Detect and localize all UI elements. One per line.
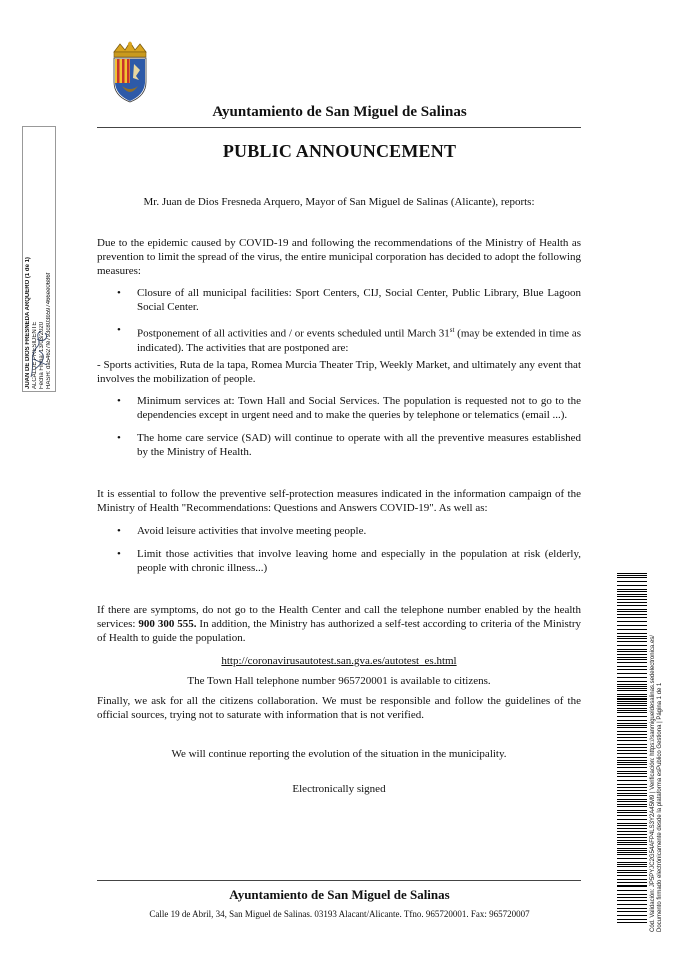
barcode-stripe	[617, 585, 647, 586]
barcode-stripe	[617, 790, 647, 791]
measures-intro-paragraph: Due to the epidemic caused by COVID-19 and following the recommendations of the Ministry of Health as prevention to limit the spread of the virus, the entire municipal corporation has decided to adopt the following measures:	[97, 237, 581, 277]
signature-date: Fecha Firma: 13/03/2020	[39, 321, 45, 389]
barcode-icon	[617, 573, 647, 923]
signer-role: ALCALDE PRESIDENTE	[32, 321, 38, 389]
barcode-stripe	[617, 767, 647, 768]
barcode-stripe	[617, 875, 647, 876]
barcode-stripe	[617, 848, 647, 849]
barcode-stripe	[617, 799, 647, 800]
barcode-stripe	[617, 890, 647, 891]
barcode-stripe	[617, 708, 647, 709]
barcode-stripe	[617, 731, 647, 732]
barcode-stripe	[617, 823, 647, 824]
barcode-stripe	[617, 698, 647, 700]
barcode-stripe	[617, 806, 647, 807]
barcode-stripe	[617, 760, 647, 761]
bullet-icon: •	[117, 394, 121, 407]
symptoms-paragraph: If there are symptoms, do not go to the Health Center and call the telephone number enabled by the health services: 900 300 555. In addition, the Ministry has authorized a self-test according to criteria of the Ministry of Health to guide the population.	[97, 603, 581, 644]
townhall-phone-line: The Town Hall telephone number 965720001 is available to citizens.	[187, 674, 491, 687]
verification-text	[650, 572, 664, 932]
bullet-icon: •	[117, 324, 121, 336]
barcode-stripe	[617, 744, 647, 745]
barcode-stripe	[617, 922, 647, 923]
barcode-stripe	[617, 712, 647, 713]
barcode-stripe	[617, 673, 647, 674]
barcode-stripe	[617, 716, 647, 717]
barcode-stripe	[617, 919, 647, 920]
barcode-stripe	[617, 573, 647, 574]
barcode-stripe	[617, 641, 647, 642]
barcode-stripe	[617, 677, 647, 678]
barcode-stripe	[617, 753, 647, 754]
barcode-stripe	[617, 911, 647, 912]
barcode-stripe	[617, 657, 647, 658]
signature-stamp	[22, 126, 56, 392]
organization-header-title: Ayuntamiento de San Miguel de Salinas	[212, 104, 467, 120]
barcode-stripe	[617, 611, 647, 612]
barcode-stripe	[617, 747, 647, 748]
barcode-stripe	[617, 872, 647, 873]
electronic-signature-note: Electronically signed	[292, 782, 386, 795]
barcode-stripe	[617, 870, 647, 871]
barcode-stripe	[617, 609, 647, 610]
barcode-stripe	[617, 694, 647, 695]
barcode-stripe	[617, 780, 647, 781]
barcode-stripe	[617, 771, 647, 772]
barcode-stripe	[617, 696, 647, 697]
barcode-stripe	[617, 740, 647, 741]
barcode-stripe	[617, 701, 647, 702]
document-body	[97, 195, 581, 796]
barcode-stripe	[617, 750, 647, 751]
health-phone-number: 900 300 555.	[138, 617, 197, 630]
footer-divider	[97, 880, 581, 881]
barcode-stripe	[617, 591, 647, 592]
bullet-icon: •	[117, 431, 121, 444]
barcode-stripe	[617, 684, 647, 685]
barcode-stripe	[617, 649, 647, 650]
barcode-stripe	[617, 804, 647, 805]
barcode-stripe	[617, 589, 647, 590]
barcode-stripe	[617, 801, 647, 802]
coat-of-arms-logo	[108, 40, 152, 104]
barcode-stripe	[617, 862, 647, 863]
bullet-icon: •	[117, 287, 121, 299]
barcode-stripe	[617, 725, 647, 726]
document-title: PUBLIC ANNOUNCEMENT	[222, 141, 457, 161]
barcode-stripe	[617, 784, 647, 785]
barcode-stripe	[617, 908, 647, 909]
self-protection-paragraph: It is essential to follow the preventive self-protection measures indicated in the information campaign of the Ministry of Health "Recommendations: Questions and Answers COVID-19". As well as:	[97, 487, 581, 514]
list-item: • Minimum services at: Town Hall and Social Services. The population is requested not to go to the dependencies except in urgent need and to make the queries by telephone or telematics (email ...).	[117, 394, 581, 421]
barcode-stripe	[617, 879, 647, 880]
barcode-stripe	[617, 864, 647, 865]
barcode-stripe	[617, 894, 647, 895]
barcode-stripe	[617, 812, 647, 813]
barcode-stripe	[617, 599, 647, 600]
barcode-stripe	[617, 596, 647, 597]
barcode-stripe	[617, 666, 647, 667]
intro-paragraph: Mr. Juan de Dios Fresneda Arquero, Mayor of San Miguel de Salinas (Alicante), reports:	[143, 196, 535, 208]
barcode-stripe	[617, 737, 647, 738]
barcode-stripe	[617, 757, 647, 758]
list-item: • Limit those activities that involve leaving home and especially in the population at risk (elderly, people with chronic illness...)	[117, 547, 581, 574]
recommendations-list	[97, 524, 581, 575]
barcode-stripe	[617, 882, 647, 883]
barcode-stripe	[617, 840, 647, 841]
barcode-stripe	[617, 819, 647, 820]
bullet-icon: •	[117, 524, 121, 537]
postponed-activities-paragraph: - Sports activities, Ruta de la tapa, Romea Murcia Theater Trip, Weekly Market, and ultimately any event that involves the mobilization of people.	[97, 358, 581, 385]
measures-list	[97, 286, 581, 355]
barcode-stripe	[617, 710, 647, 711]
verification-code-line: Cód. Validación: JP5PYJC2G54AFP4LS3Y2A45M9 | Verificación: https://sanmigueldesalinas.sedelectronica.es/	[650, 635, 656, 932]
barcode-stripe	[617, 787, 647, 788]
barcode-stripe	[617, 866, 647, 867]
barcode-stripe	[617, 844, 647, 845]
barcode-stripe	[617, 831, 647, 832]
handwritten-signature-icon	[25, 325, 53, 383]
barcode-stripe	[617, 885, 647, 887]
barcode-stripe	[617, 854, 647, 855]
barcode-stripe	[617, 638, 647, 639]
header-divider	[97, 127, 581, 128]
footer-address: Calle 19 de Abril, 34, San Miguel de Salinas. 03193 Alacant/Alicante. Tfno. 965720001. Fax: 965720007	[149, 909, 530, 919]
autotest-link[interactable]: http://coronavirusautotest.san.gva.es/autotest_es.html	[221, 654, 457, 667]
barcode-stripe	[617, 764, 647, 765]
barcode-stripe	[617, 617, 647, 618]
barcode-stripe	[617, 575, 647, 576]
barcode-stripe	[617, 837, 647, 838]
barcode-stripe	[617, 842, 647, 843]
barcode-stripe	[617, 900, 647, 901]
barcode-stripe	[617, 629, 647, 630]
barcode-stripe	[617, 852, 647, 853]
barcode-stripe	[617, 828, 647, 829]
barcode-stripe	[617, 762, 647, 763]
barcode-stripe	[617, 621, 647, 622]
barcode-stripe	[617, 915, 647, 916]
barcode-stripe	[617, 723, 647, 724]
barcode-stripe	[617, 625, 647, 626]
barcode-stripe	[617, 636, 647, 637]
reporting-paragraph: We will continue reporting the evolution of the situation in the municipality.	[171, 747, 507, 760]
barcode-stripe	[617, 810, 647, 811]
barcode-stripe	[617, 793, 647, 794]
barcode-stripe	[617, 633, 647, 634]
barcode-stripe	[617, 688, 647, 689]
verification-platform-line: Documento firmado electrónicamente desde la plataforma esPublico Gestiona | Página 1 de 1	[657, 682, 663, 932]
list-item: • Postponement of all activities and / or events scheduled until March 31st (may be extended in time as indicated). The activities that are postponed are:	[117, 324, 581, 354]
services-list	[97, 394, 581, 459]
signature-hash: HASH: da54627fe793c803b597466ee0686f	[46, 272, 52, 389]
barcode-stripe	[617, 850, 647, 851]
barcode-stripe	[617, 605, 647, 606]
barcode-stripe	[617, 681, 647, 682]
barcode-stripe	[617, 581, 647, 582]
barcode-stripe	[617, 594, 647, 595]
barcode-stripe	[617, 686, 647, 687]
barcode-stripe	[617, 904, 647, 905]
barcode-stripe	[617, 858, 647, 859]
barcode-stripe	[617, 654, 647, 655]
list-item: • Closure of all municipal facilities: Sport Centers, CIJ, Social Center, Public Library, Blue Lagoon Social Center.	[117, 287, 581, 313]
barcode-stripe	[617, 614, 647, 615]
barcode-stripe	[617, 815, 647, 816]
barcode-stripe	[617, 773, 647, 774]
barcode-stripe	[617, 727, 647, 728]
barcode-stripe	[617, 669, 647, 670]
barcode-stripe	[617, 720, 647, 721]
bullet-icon: •	[117, 547, 121, 560]
closing-paragraph: Finally, we ask for all the citizens collaboration. We must be responsible and follow the guidelines of the official sources, trying not to saturate with information that is not verified.	[97, 694, 581, 721]
barcode-stripe	[617, 602, 647, 603]
barcode-stripe	[617, 795, 647, 796]
footer-organization-title: Ayuntamiento de San Miguel de Salinas	[229, 887, 450, 902]
barcode-stripe	[617, 834, 647, 835]
barcode-stripe	[617, 703, 647, 704]
barcode-stripe	[617, 651, 647, 652]
signer-name: JUAN DE DIOS FRESNEDA ARQUERO (1 de 1)	[25, 257, 31, 389]
barcode-stripe	[617, 659, 647, 660]
barcode-stripe	[617, 734, 647, 735]
list-item: • The home care service (SAD) will continue to operate with all the preventive measures established by the Ministry of Health.	[117, 431, 581, 458]
barcode-stripe	[617, 690, 647, 691]
barcode-stripe	[617, 897, 647, 898]
barcode-stripe	[617, 825, 647, 826]
barcode-stripe	[617, 645, 647, 646]
list-item: • Avoid leisure activities that involve meeting people.	[117, 524, 367, 537]
barcode-stripe	[617, 776, 647, 777]
barcode-stripe	[617, 705, 647, 706]
barcode-stripe	[617, 662, 647, 663]
barcode-stripe	[617, 577, 647, 578]
